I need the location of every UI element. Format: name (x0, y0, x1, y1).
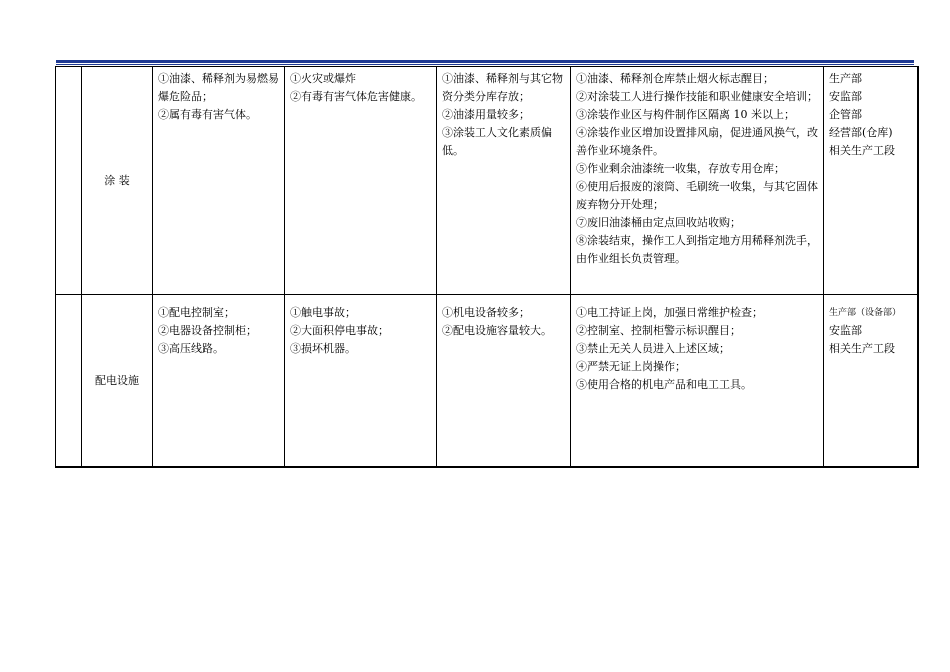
department-line: 经营部(仓库) (829, 126, 893, 139)
hazard-source-line: ②电器设备控制柜； (158, 324, 257, 337)
header-rule-thick (56, 60, 914, 63)
hazard-source-line: ①油漆、稀释剂为易燃易爆危险品； (158, 72, 279, 103)
risk-factor-line: ②油漆用量较多； (442, 108, 530, 121)
risk-factors-cell (437, 295, 571, 468)
risk-factors-cell (437, 67, 571, 295)
risk-factor-line: ③涂装工人文化素质偏低。 (442, 126, 552, 157)
hazard-source-cell (153, 295, 285, 468)
accident-type-line: ①火灾或爆炸 (290, 72, 356, 85)
control-measure-line: ④严禁无证上岗操作； (576, 360, 686, 373)
accident-type-line: ②大面积停电事故； (290, 324, 389, 337)
risk-factor-line: ②配电设施容量较大。 (442, 324, 552, 337)
control-measure-line: ①油漆、稀释剂仓库禁止烟火标志醒目； (576, 72, 774, 85)
departments-cell (824, 67, 918, 295)
control-measure-line: ⑤作业剩余油漆统一收集，存放专用仓库； (576, 162, 785, 175)
risk-control-table (55, 66, 919, 468)
control-measure-line: ⑤使用合格的机电产品和电工工具。 (576, 378, 752, 391)
department-line: 生产部（设备部） (829, 308, 902, 318)
control-measures-cell (571, 295, 824, 468)
accident-type-line: ③损坏机器。 (290, 342, 356, 355)
category-label: 配电设施 (95, 373, 139, 387)
hazard-source-cell (153, 67, 285, 295)
control-measure-line: ②对涂装工人进行操作技能和职业健康安全培训； (576, 90, 818, 103)
control-measure-line: ⑧涂装结束，操作工人到指定地方用稀释剂洗手，由作业组长负责管理。 (576, 234, 818, 265)
category-cell (82, 295, 153, 468)
category-label: 涂 装 (104, 173, 130, 187)
department-line: 安监部 (829, 90, 862, 103)
accident-type-cell (285, 67, 437, 295)
departments-cell (824, 295, 918, 468)
control-measure-line: ⑥使用后报废的滚筒、毛刷统一收集，与其它固体废弃物分开处理； (576, 180, 818, 211)
department-line: 企管部 (829, 108, 862, 121)
control-measure-line: ③禁止无关人员进入上述区域； (576, 342, 730, 355)
header-rule-thin (56, 64, 914, 65)
category-cell (82, 67, 153, 295)
table-row (56, 295, 918, 468)
department-line: 相关生产工段 (829, 144, 895, 157)
control-measure-line: ②控制室、控制柜警示标识醒目； (576, 324, 741, 337)
hazard-source-line: ①配电控制室； (158, 306, 235, 319)
accident-type-cell (285, 295, 437, 468)
control-measure-line: ⑦废旧油漆桶由定点回收站收购； (576, 216, 741, 229)
control-measure-line: ①电工持证上岗，加强日常维护检查； (576, 306, 763, 319)
blank-column-cell (56, 67, 82, 295)
accident-type-line: ②有毒有害气体危害健康。 (290, 90, 422, 103)
department-line: 生产部 (829, 72, 862, 85)
department-line: 相关生产工段 (829, 342, 895, 355)
hazard-source-line: ③高压线路。 (158, 342, 224, 355)
control-measure-line: ④涂装作业区增加设置排风扇，促进通风换气，改善作业环境条件。 (576, 126, 818, 157)
blank-column-cell (56, 295, 82, 468)
risk-factor-line: ①机电设备较多； (442, 306, 530, 319)
accident-type-line: ①触电事故； (290, 306, 356, 319)
table-row (56, 67, 918, 295)
department-line: 安监部 (829, 324, 862, 337)
risk-factor-line: ①油漆、稀释剂与其它物资分类分库存放； (442, 72, 563, 103)
hazard-source-line: ②属有毒有害气体。 (158, 108, 257, 121)
control-measures-cell (571, 67, 824, 295)
control-measure-line: ③涂装作业区与构件制作区隔离 10 米以上； (576, 108, 795, 121)
